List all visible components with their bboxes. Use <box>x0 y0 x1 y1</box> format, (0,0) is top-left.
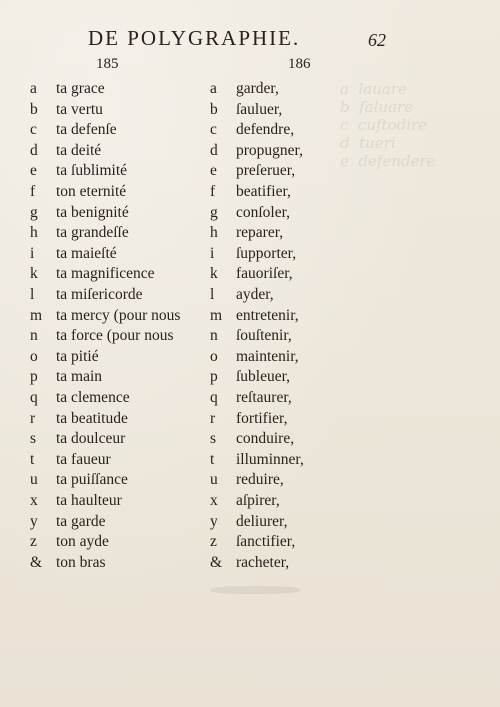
word-left: ta benignité <box>56 203 129 221</box>
letter-right: l <box>210 286 215 303</box>
word-right: defendre, <box>236 121 295 139</box>
word-left: ton eternité <box>56 183 127 200</box>
table-row <box>30 554 390 575</box>
word-right: beatifier, <box>236 183 291 200</box>
word-right: aſpirer, <box>236 492 280 509</box>
word-left: ta defenſe <box>56 121 117 139</box>
word-left: ta grace <box>56 80 105 97</box>
word-right: ayder, <box>236 286 274 303</box>
table-row <box>30 162 390 183</box>
word-right: preſeruer, <box>236 162 296 180</box>
word-left: ta main <box>56 368 103 386</box>
word-left: ta garde <box>56 512 106 530</box>
letter-left: o <box>30 347 38 365</box>
table-row <box>30 430 390 451</box>
word-right: ſauluer, <box>236 100 283 118</box>
page-number: 62 <box>368 30 386 50</box>
table-row <box>30 101 390 122</box>
letter-right: i <box>210 244 215 262</box>
word-right: ſouſtenir, <box>236 327 292 345</box>
letter-right: o <box>210 347 218 365</box>
word-right: maintenir, <box>236 347 299 365</box>
column-number-left: 185 <box>96 56 119 72</box>
word-right: reduire, <box>236 471 284 489</box>
letter-right: u <box>210 471 218 489</box>
word-left: ta vertu <box>56 100 103 118</box>
word-right: reſtaurer, <box>236 389 292 406</box>
word-left: ta miſericorde <box>56 286 143 303</box>
letter-left: r <box>30 409 36 427</box>
letter-right: h <box>210 224 218 242</box>
table-row <box>30 121 390 142</box>
table-row <box>30 389 390 410</box>
word-right: fauoriſer, <box>236 265 293 283</box>
letter-left: q <box>30 389 38 406</box>
table-row <box>30 245 390 266</box>
word-right: deliurer, <box>236 512 288 530</box>
word-left: ta force (pour nous <box>56 327 174 345</box>
letter-right: m <box>210 306 223 324</box>
letter-left: f <box>30 183 36 200</box>
word-right: conduire, <box>236 430 295 448</box>
word-left: ta grandeſſe <box>56 224 129 242</box>
word-right: ſubleuer, <box>236 368 291 386</box>
word-left: ta beatitude <box>56 409 128 427</box>
word-right: ſupporter, <box>236 244 297 262</box>
letter-left: l <box>30 286 35 303</box>
table-row <box>30 224 390 245</box>
letter-right: f <box>210 183 216 200</box>
letter-right: e <box>210 162 217 180</box>
word-left: ta doulceur <box>56 430 126 448</box>
letter-right: d <box>210 141 218 159</box>
letter-left: e <box>30 162 37 180</box>
letter-left: x <box>30 492 38 509</box>
table-row <box>30 265 390 286</box>
word-left: ta faueur <box>56 450 111 468</box>
table-row <box>30 451 390 472</box>
table-row <box>30 327 390 348</box>
bleed-through-text: a lauare b ſaluare c cuſtodire d tueri e defendere <box>340 80 436 170</box>
letter-right: n <box>210 327 218 345</box>
word-left: ta haulteur <box>56 492 122 509</box>
letter-left: y <box>30 512 38 530</box>
letter-left: z <box>30 533 37 551</box>
word-left: ta mercy (pour nous <box>56 306 181 324</box>
letter-right: y <box>210 512 218 530</box>
table-row <box>30 80 390 101</box>
table-row <box>30 410 390 431</box>
letter-left: n <box>30 327 38 345</box>
letter-right: a <box>210 80 217 97</box>
letter-right: k <box>210 265 218 283</box>
word-right: racheter, <box>236 553 290 571</box>
table-row <box>30 307 390 328</box>
letter-right: t <box>210 450 215 468</box>
word-left: ta clemence <box>56 389 130 406</box>
letter-left: k <box>30 265 38 283</box>
word-left: ton bras <box>56 553 106 571</box>
word-left: ta magnificence <box>56 265 155 283</box>
letter-left: g <box>30 203 38 221</box>
letter-right: s <box>210 430 217 448</box>
letter-left: s <box>30 430 37 448</box>
letter-left: d <box>30 141 38 159</box>
letter-left: t <box>30 450 35 468</box>
word-right: garder, <box>236 80 279 97</box>
letter-left: u <box>30 471 38 489</box>
word-right: conſoler, <box>236 203 291 221</box>
table-row <box>30 286 390 307</box>
letter-left: a <box>30 80 37 97</box>
letter-right: g <box>210 203 218 221</box>
letter-left: i <box>30 244 35 262</box>
word-right: ſanctifier, <box>236 533 296 551</box>
table-row <box>30 142 390 163</box>
letter-left: b <box>30 100 38 118</box>
table-row <box>30 492 390 513</box>
letter-left: p <box>30 368 38 386</box>
table-row <box>30 471 390 492</box>
column-number-right: 186 <box>288 56 311 72</box>
word-right: illuminner, <box>236 450 304 468</box>
word-right: propugner, <box>236 141 303 159</box>
letter-right: c <box>210 121 217 139</box>
letter-right: r <box>210 409 216 427</box>
page-stain <box>210 586 300 594</box>
word-right: reparer, <box>236 224 284 242</box>
word-left: ton ayde <box>56 533 109 551</box>
letter-right: b <box>210 100 218 118</box>
page-header: DE POLYGRAPHIE. <box>88 26 301 50</box>
letter-left: & <box>30 553 43 571</box>
table-row <box>30 204 390 225</box>
word-right: entretenir, <box>236 306 299 324</box>
letter-right: z <box>210 533 217 551</box>
word-left: ta deité <box>56 141 102 159</box>
word-left: ta pitié <box>56 347 99 365</box>
table-row <box>30 183 390 204</box>
word-left: ta maieſté <box>56 244 117 262</box>
letter-left: m <box>30 306 43 324</box>
table-row <box>30 513 390 534</box>
table-row <box>30 533 390 554</box>
letter-left: h <box>30 224 38 242</box>
letter-right: & <box>210 553 223 571</box>
word-left: ta puiſſance <box>56 471 128 489</box>
word-right: fortifier, <box>236 409 288 427</box>
letter-right: p <box>210 368 218 386</box>
letter-right: q <box>210 389 218 406</box>
letter-left: c <box>30 121 37 139</box>
letter-right: x <box>210 492 218 509</box>
word-left: ta ſublimité <box>56 162 128 180</box>
table-row <box>30 368 390 389</box>
table-row <box>30 348 390 369</box>
